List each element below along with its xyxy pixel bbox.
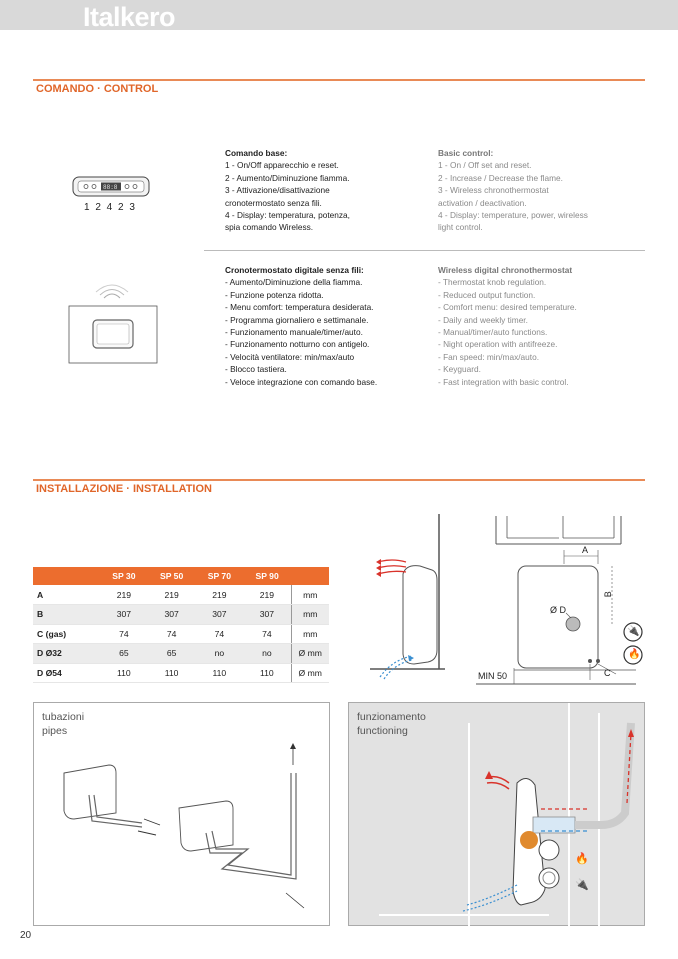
plug-icon: 🔌 bbox=[627, 626, 640, 637]
chrono-thermostat-en: Wireless digital chronothermostat - Thermostat knob regulation. - Reduced output function. - Comfort menu: desired temperature. - Daily and weekly timer. - Manual/timer/auto functions. - Night operation with antifreeze. - Fan speed: min/max/auto. - Keyguard. - Fast integration with basic control. bbox=[438, 265, 577, 387]
chrono-thermostat-it: Cronotermostato digitale senza fili: - Aumento/Diminuzione della fiamma. - Funzione potenza ridotta. - Menu comfort: temperatura desiderata. - Programma giornaliero e settimanale. - Funzionamento manuale/timer/auto. - Funzionamento notturno con antigelo. - Velocità ventilatore: min/max/auto - Blocco tastiera. - Veloce integrazione con comando base. bbox=[225, 265, 378, 387]
dim-label-a: A bbox=[582, 545, 589, 555]
pipes-panel bbox=[33, 702, 330, 926]
dim-label-c: C bbox=[604, 668, 611, 678]
table-row: D Ø32 65 65 no no Ø mm bbox=[33, 644, 329, 664]
functioning-illustration bbox=[349, 703, 646, 927]
gas-flame-icon: 🔥 bbox=[575, 853, 589, 865]
basic-control-illustration bbox=[70, 174, 160, 222]
remote-button-labels: 1 2 4 2 3 bbox=[84, 202, 137, 213]
section-rule bbox=[33, 479, 645, 481]
airflow-side-view bbox=[370, 514, 450, 689]
wireless-thermostat-illustration bbox=[68, 286, 164, 366]
plug-icon: 🔌 bbox=[575, 879, 589, 891]
pipes-illustration bbox=[34, 703, 331, 927]
section-title-control: COMANDO · CONTROL bbox=[36, 83, 159, 95]
svg-text:88:8: 88:8 bbox=[103, 184, 118, 191]
basic-control-it: Comando base: 1 - On/Off apparecchio e reset. 2 - Aumento/Diminuzione fiamma. 3 - Attivazione/disattivazione cronotermostato senza fili. 4 - Display: temperatura, potenza, spia comando Wireless. bbox=[225, 148, 350, 233]
section-title-installation: INSTALLAZIONE · INSTALLATION bbox=[36, 483, 212, 495]
basic-control-en: Basic control: 1 - On / Off set and reset. 2 - Increase / Decrease the flame. 3 - Wireless chronothermostat activation / deactivation. 4 - Display: temperature, power, wireless light control. bbox=[438, 148, 588, 233]
dimensions-front-view bbox=[476, 514, 646, 689]
brand-logo: Italkero bbox=[83, 2, 176, 32]
gas-flame-icon: 🔥 bbox=[628, 649, 641, 660]
functioning-panel bbox=[348, 702, 645, 926]
page-number: 20 bbox=[20, 930, 32, 941]
divider bbox=[204, 250, 645, 251]
section-rule bbox=[33, 79, 645, 81]
table-row: A 219 219 219 219 mm bbox=[33, 585, 329, 605]
dim-label-min: MIN 50 bbox=[478, 671, 508, 681]
table-row: D Ø54 110 110 110 110 Ø mm bbox=[33, 663, 329, 683]
dimensions-table: SP 30 SP 50 SP 70 SP 90 A 219 219 219 219 mm B 307 307 307 307 mm C (gas) 74 74 74 74 mm D Ø32 65 65 no no Ø mm D Ø54 110 110 110 110 Ø mm bbox=[33, 567, 329, 683]
dim-label-b: B bbox=[602, 591, 613, 598]
functioning-panel-title: funzionamento functioning bbox=[357, 711, 426, 737]
pipes-panel-title: tubazioni pipes bbox=[42, 711, 85, 737]
table-row: C (gas) 74 74 74 74 mm bbox=[33, 624, 329, 644]
dim-label-d: Ø D bbox=[550, 605, 567, 615]
table-row: B 307 307 307 307 mm bbox=[33, 605, 329, 625]
